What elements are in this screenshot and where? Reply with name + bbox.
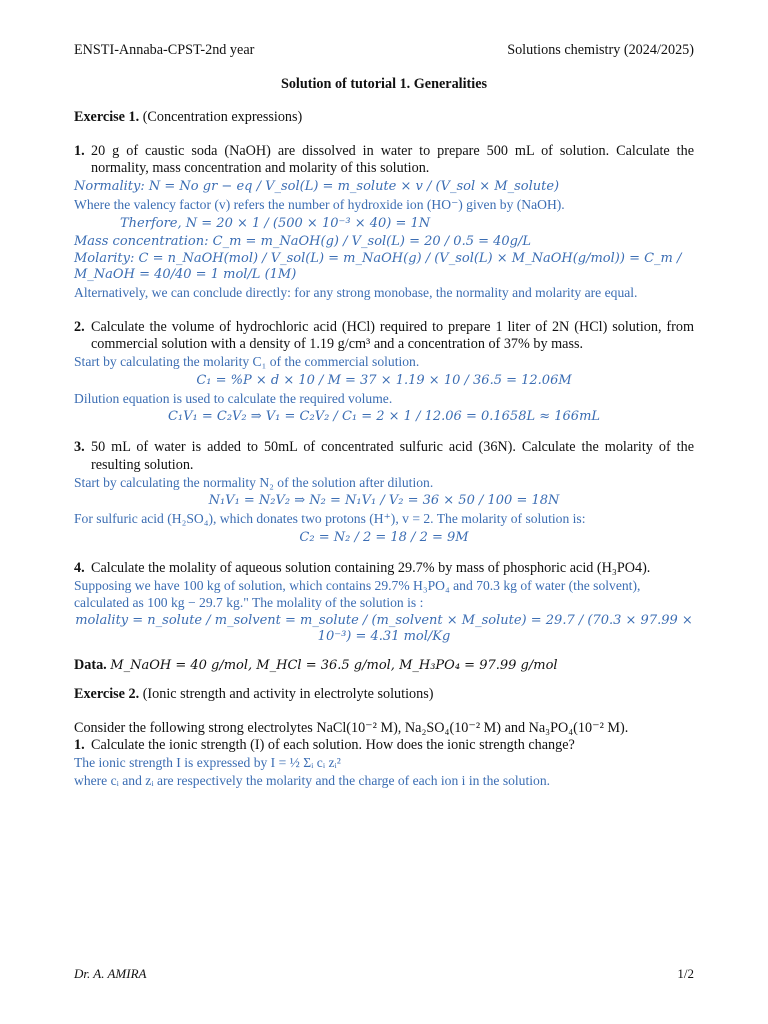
- header-right: Solutions chemistry (2024/2025): [507, 42, 694, 58]
- page-header: [74, 42, 694, 59]
- formula-molarity: Molarity: C = n_NaOH(mol) / V_sol(L) = m_NaOH(g) / (V_sol(L) × M_NaOH(g/mol)) = C_m / M_NaOH = 40/40 = 1 mol/L (1M): [74, 251, 682, 283]
- valency-note: Where the valency factor (v) refers the number of hydroxide ion (HO⁻) given by (NaOH).: [74, 197, 565, 213]
- question-4: [74, 560, 694, 577]
- exercise-2-subtitle: (Ionic strength and activity in electrolyte solutions): [142, 686, 434, 703]
- exercise-2-question-1-text: Calculate the ionic strength (I) of each solution. How does the ionic strength change?: [91, 736, 575, 753]
- footer-author: Dr. A. AMIRA: [74, 966, 147, 981]
- question-3: [74, 439, 694, 474]
- question-3-text: 50 mL of water is added to 50mL of concentrated sulfuric acid (36N). Calculate the molarity of the resulting solution.: [91, 439, 694, 473]
- exercise-2-question-1-number: 1.: [74, 736, 85, 753]
- exercise-1-subtitle: (Concentration expressions): [142, 109, 303, 126]
- formula-normality: Normality: N = No gr − eq / V_sol(L) = m_solute × v / (V_sol × M_solute): [74, 179, 560, 195]
- exercise-2-intro: Consider the following strong electrolytes NaCl(10⁻² M), Na₂SO₄(10⁻² M) and Na₃PO₄(10⁻² M).: [74, 719, 629, 736]
- question-2-text: Calculate the volume of hydrochloric acid (HCl) required to prepare 1 liter of 2N (HCl) solution, from commercial solution with a density of 1.19 g/cm³ and a concentration of 37% by mass.: [91, 318, 694, 353]
- formula-v1: C₁V₁ = C₂V₂ ⇒ V₁ = C₂V₂ / C₁ = 2 × 1 / 12.06 = 0.1658L ≈ 166mL: [167, 409, 601, 425]
- header-left: ENSTI-Annaba-CPST-2nd year: [74, 42, 255, 58]
- q3-start-note: Start by calculating the normality N₂ of the solution after dilution.: [74, 474, 434, 490]
- exercise-1-label: Exercise 1.: [74, 109, 140, 126]
- page-footer: [74, 966, 694, 982]
- page-title: Solution of tutorial 1. Generalities: [280, 76, 488, 92]
- ionic-strength-where: where cᵢ and zᵢ are respectively the molarity and the charge of each ion i in the solution.: [74, 772, 551, 788]
- sulfuric-note: For sulfuric acid (H₂SO₄), which donates two protons (H⁺), v = 2. The molarity of solution is:: [74, 511, 586, 527]
- alternative-note: Alternatively, we can conclude directly: for any strong monobase, the normality and molarity are equal.: [74, 285, 638, 301]
- formula-mass-concentration: Mass concentration: C_m = m_NaOH(g) / V_sol(L) = 20 / 0.5 = 40g/L: [74, 233, 532, 249]
- q2-start-note: Start by calculating the molarity C₁ of the commercial solution.: [74, 354, 420, 370]
- question-1-text: 20 g of caustic soda (NaOH) are dissolved in water to prepare 500 mL of solution. Calculate the normality, mass concentration and molarity of this solution.: [91, 142, 694, 176]
- exercise-2-label: Exercise 2.: [74, 686, 140, 703]
- formula-c2: C₂ = N₂ / 2 = 18 / 2 = 9M: [299, 529, 469, 545]
- exercise-2-heading: [74, 686, 694, 703]
- question-3-number: 3.: [74, 439, 85, 456]
- dilution-note: Dilution equation is used to calculate the required volume.: [74, 390, 393, 406]
- formula-therefore: Therfore, N = 20 × 1 / (500 × 10⁻³ × 40) = 1N: [120, 215, 431, 231]
- exercise-1-heading: [74, 109, 694, 126]
- question-2-number: 2.: [74, 318, 85, 335]
- footer-page-number: 1/2: [677, 966, 694, 981]
- question-4-text: Calculate the molality of aqueous solution containing 29.7% by mass of phosphoric acid (H₃PO4).: [91, 559, 651, 576]
- formula-c1: C₁ = %P × d × 10 / M = 37 × 1.19 × 10 / 36.5 = 12.06M: [196, 372, 572, 388]
- question-1: [74, 143, 694, 178]
- question-2: [74, 319, 694, 354]
- page-content: [74, 76, 694, 790]
- data-line: [74, 657, 694, 674]
- formula-n2: N₁V₁ = N₂V₂ ⇒ N₂ = N₁V₁ / V₂ = 36 × 50 / 100 = 18N: [208, 493, 560, 509]
- question-1-number: 1.: [74, 142, 85, 159]
- exercise-2-question-1: [74, 737, 694, 754]
- ionic-strength-formula: The ionic strength I is expressed by I = ½ Σᵢ cᵢ zᵢ²: [74, 755, 341, 771]
- suppose-note: Supposing we have 100 kg of solution, which contains 29.7% H₃PO₄ and 70.3 kg of water (the solvent), calculated as 100 kg − 29.7 kg." The molality of the solution is :: [74, 578, 641, 610]
- question-4-number: 4.: [74, 559, 85, 576]
- formula-molality: molality = n_solute / m_solvent = m_solute / (m_solvent × M_solute) = 29.7 / (70.3 × 97.99 × 10⁻³) = 4.31 mol/Kg: [75, 613, 693, 645]
- data-label: Data.: [74, 656, 107, 673]
- data-values: M_NaOH = 40 g/mol, M_HCl = 36.5 g/mol, M_H₃PO₄ = 97.99 g/mol: [110, 657, 558, 673]
